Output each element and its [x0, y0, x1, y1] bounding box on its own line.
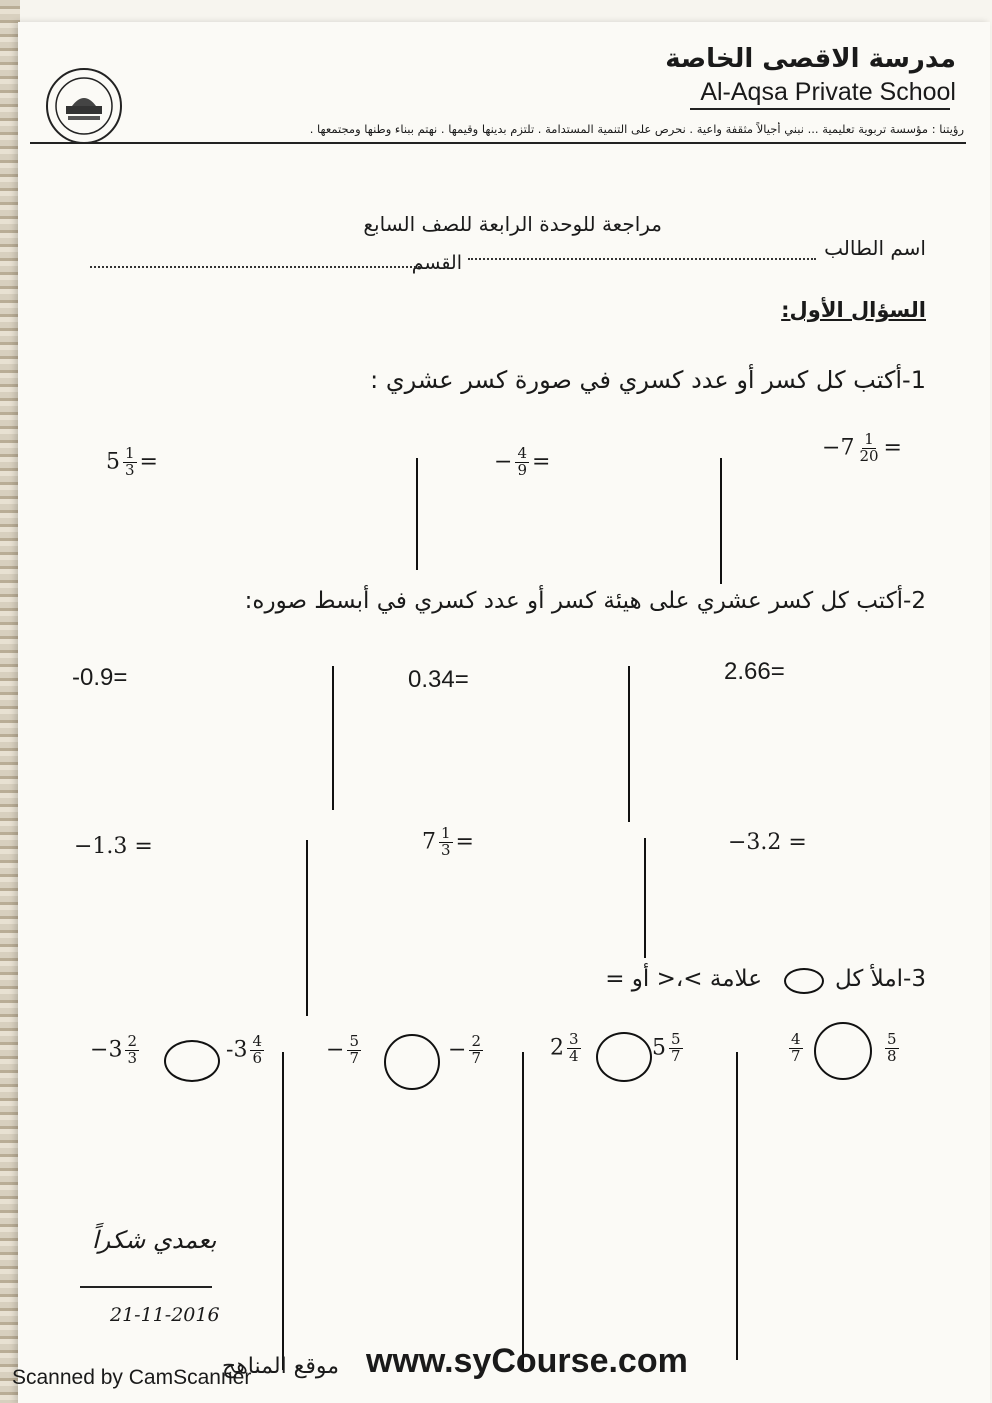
q1-divider-1: [720, 458, 722, 584]
q3-divider-3: [282, 1052, 284, 1370]
q2-instruction: 2-أكتب كل كسر عشري على هيئة كسر أو عدد كسري في أبسط صوره:: [244, 588, 926, 614]
q1-item-1: −7 $\frac{1}{20}$ =: [822, 430, 902, 465]
q2-divider-3: [644, 838, 646, 958]
q3-divider-2: [522, 1052, 524, 1368]
signature-underline: [80, 1286, 212, 1288]
school-name-arabic: مدرسة الاقصى الخاصة: [665, 44, 956, 74]
q2-row1-item-3: -0.9=: [72, 664, 128, 691]
q3-pair-4-answer-circle[interactable]: [164, 1040, 220, 1082]
section-label: القسم: [411, 252, 462, 274]
signature-date: 21-11-2016: [110, 1304, 220, 1326]
q2-divider-1: [628, 666, 630, 822]
q1-instruction: 1-أكتب كل كسر أو عدد كسري في صورة كسر عشري :: [370, 366, 926, 394]
q3-pair-2-right: 5 $\frac{5}{7}$: [652, 1030, 681, 1065]
school-logo: [44, 66, 124, 146]
q2-row1-item-2: 0.34=: [408, 666, 469, 693]
q1-item-2: − $\frac{4}{9}$ =: [494, 444, 551, 479]
page-title: مراجعة للوحدة الرابعة للصف السابع: [363, 212, 662, 236]
q1-item-3: 5 $\frac{1}{3}$ =: [106, 444, 158, 479]
q2-row1-item-1: 2.66=: [724, 658, 785, 685]
q3-pair-4-right: -3 $\frac{4}{6}$: [226, 1032, 262, 1067]
q2-divider-4: [306, 840, 308, 1016]
q2-divider-2: [332, 666, 334, 810]
q3-divider-1: [736, 1052, 738, 1360]
binder-edge: [0, 0, 20, 1403]
q3-instruction-circle: [784, 968, 824, 994]
school-name-english: Al-Aqsa Private School: [700, 78, 956, 106]
q3-pair-1-left: $\frac{4}{7}$: [791, 1030, 801, 1065]
school-vision: رؤيتنا : مؤسسة تربوية تعليمية ... نبني أجيالاً مثقفة واعية . نحرص على التنمية المستدامة . تلتزم بدينها وقيمها . نهتم ببناء وطنها ومجتمعها .: [309, 122, 964, 136]
q3-pair-1-answer-circle[interactable]: [814, 1022, 872, 1080]
student-name-field[interactable]: [468, 258, 816, 260]
section-field[interactable]: [90, 266, 420, 268]
header-rule: [30, 142, 966, 144]
q3-pair-1-right: $\frac{5}{8}$: [887, 1030, 897, 1065]
q3-pair-3-right: − $\frac{2}{7}$: [448, 1032, 481, 1067]
footer-site-link[interactable]: www.syCourse.com: [366, 1342, 688, 1380]
q3-pair-2-left: 2 $\frac{3}{4}$: [550, 1030, 579, 1065]
footer-site-arabic: موقع المناهج: [222, 1354, 340, 1379]
q3-instruction-a: 3-املأ كل: [834, 966, 926, 992]
q2-row2-item-2: 7 $\frac{1}{3}$ =: [422, 824, 474, 859]
student-name-label: اسم الطالب: [824, 236, 926, 260]
q3-instruction-b: علامة >،< أو =: [605, 966, 762, 992]
q3-pair-2-answer-circle[interactable]: [596, 1032, 652, 1082]
q3-pair-3-answer-circle[interactable]: [384, 1034, 440, 1090]
header-rule-top: [690, 108, 950, 110]
q1-divider-2: [416, 458, 418, 570]
q2-row2-item-3: −1.3 =: [74, 834, 153, 859]
q3-pair-4-left: −3 $\frac{2}{3}$: [90, 1032, 137, 1067]
teacher-signature: بعمدي شكراً: [92, 1226, 217, 1254]
scanner-watermark: Scanned by CamScanner: [12, 1366, 252, 1389]
question-one-heading: السؤال الأول:: [781, 298, 926, 322]
q3-pair-3-left: − $\frac{5}{7}$: [326, 1032, 359, 1067]
q2-row2-item-1: −3.2 =: [728, 830, 807, 855]
